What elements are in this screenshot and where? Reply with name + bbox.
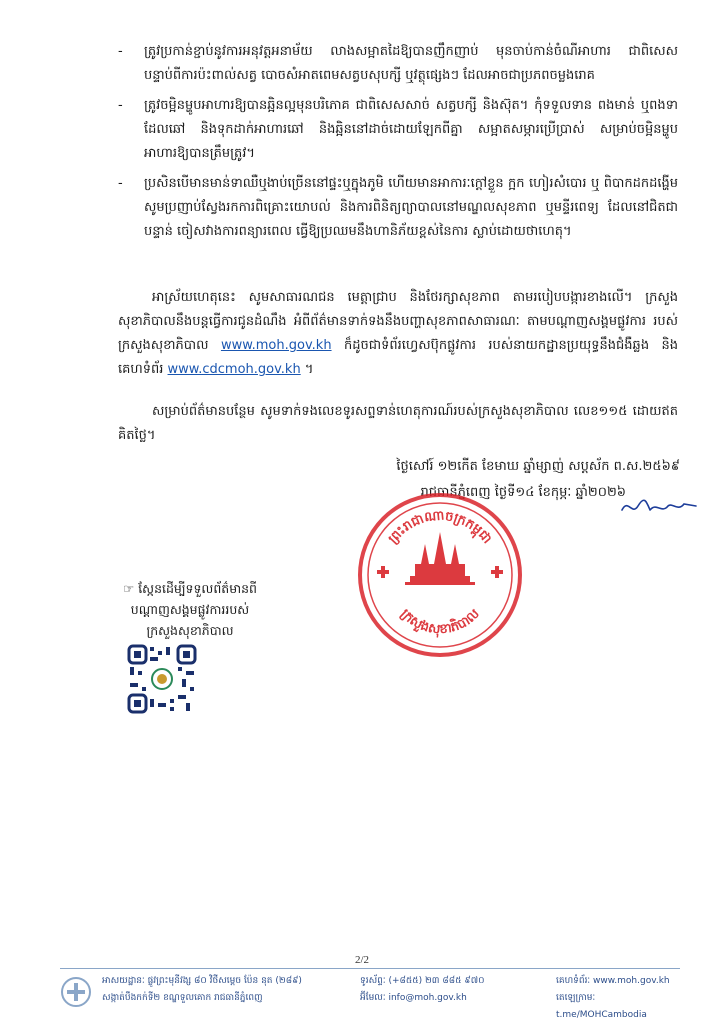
email-link[interactable]: អ៊ីមែលៈ info@moh.gov.kh: [360, 993, 467, 1003]
letterhead-footer: [60, 973, 680, 1020]
svg-text:ក្រសួងសុខាភិបាល: [397, 606, 483, 638]
list-item: [118, 94, 678, 166]
footer-web: [556, 973, 680, 1024]
ministry-logo-icon: [60, 975, 92, 1009]
seal-bottom-text: ក្រសួងសុខាភិបាល: [397, 606, 483, 638]
address-line: សង្កាត់បឹងកក់ទី២ ខណ្ឌទួលគោក រាជធានីភ្នំពេញ: [102, 993, 263, 1003]
page-number: 2/2: [354, 954, 370, 966]
announcement-paragraph: [118, 286, 678, 382]
qr-code[interactable]: [126, 643, 198, 715]
place-date-line: រាជធានីភ្នំពេញ ថ្ងៃទី១៤ ខែកុម្ភៈ ឆ្នាំ២០២៦: [420, 485, 626, 500]
list-item-text: ត្រូវចម្អិនម្ហូបអាហារឱ្យបានឆ្អិនល្អមុនបរិភោគ ជាពិសេសសាច់ សត្វបក្សី និងស៊ុត។ កុំទទួលទាន ពងមាន់ ឬពងទាដែលឆៅ និងទុកដាក់អាហារឆៅ និងឆ្អិននៅដាច់ដោយឡែកពីគ្នា សម្អាតសម្ភារប្រើប្រាស់ សម្រាប់ចម្អិនម្ហូបអាហារឱ្យបានត្រឹមត្រូវ។: [144, 98, 678, 161]
qr-caption-line: ☞ ស្កែនដើម្បីទទួលព័ត៌មានពី: [123, 581, 257, 596]
seal-top-text: ព្រះរាជាណាចក្រកម្ពុជា: [385, 508, 495, 547]
address-line: អាសយដ្ឋានៈ ផ្លូវព្រះមុនីវង្ស ៨០ វិថីសម្តេច ប៉ែន នុត (២៨៩): [102, 976, 302, 986]
signature-mark: [620, 494, 700, 520]
qr-caption-line: ក្រសួងសុខាភិបាល: [146, 623, 234, 638]
list-item: [118, 172, 678, 244]
list-item-text: ប្រសិនបើមានមាន់ទាឈឺឬងាប់ច្រើននៅផ្ទះឬក្នុងភូមិ ហើយមានអាការៈក្តៅខ្លួន ក្អក ហៀរសំបោរ ឬ ពិបាកដកដង្ហើម សូមប្រញាប់ស្វែងរកការពិគ្រោះយោបល់ និងការពិនិត្យព្យាបាលនៅមណ្ឌលសុខភាព ឬមន្ទីរពេទ្យ ដែលនៅជិតជាបន្ទាន់ ចៀសវាងការពន្យារពេល ធ្វើឱ្យប្រឈមនឹងហានិភ័យខ្ពស់នៃការ ស្លាប់ដោយថាហេតុ។: [144, 176, 678, 239]
bullet-dash: -: [118, 98, 123, 113]
hotline-paragraph: សម្រាប់ព័ត៌មានបន្ថែម សូមទាក់ទងលេខទូរសព្ទទាន់ហេតុការណ៍របស់ក្រសួងសុខាភិបាល លេខ១១៥ ដោយឥតគិតថ្លៃ។: [118, 404, 678, 443]
bullet-dash: -: [118, 44, 123, 59]
moh-website-link[interactable]: www.moh.gov.kh: [220, 338, 332, 353]
precaution-list: [118, 40, 678, 250]
list-item: [118, 40, 678, 88]
lunar-date-line: ថ្ងៃសៅរ៍ ១២កើត ខែមាឃ ឆ្នាំម្សាញ់ សប្តស័ក ព.ស.២៥៦៩: [396, 459, 680, 474]
footer-address: [102, 973, 302, 1007]
list-item-text: ត្រូវប្រកាន់ខ្ជាប់នូវការអនុវត្តអនាម័យ លាងសម្អាតដៃឱ្យបានញឹកញាប់ មុនចាប់កាន់ចំណីអាហារ ជាពិសេស បន្ទាប់ពីការប៉ះពាល់សត្វ បោចសំអាតពេមសត្វបសុបក្សី ឬវត្ថុផ្សេងៗ ដែលអាចជាប្រភពចម្លងរោគ: [144, 44, 678, 83]
temple-emblem: [405, 532, 475, 585]
phone-text: ទូរស័ព្ទៈ (+៨៥៥) ២៣ ៨៨៥ ៩៧០: [360, 976, 485, 986]
qr-caption-line: បណ្ដាញសង្គមផ្លូវការរបស់: [130, 602, 250, 617]
paragraph-text: អាស្រ័យហេតុនេះ សូមសាធារណជន មេត្តាជ្រាប និងថែរក្សាសុខភាព តាមរបៀបបង្ការខាងលើ។ ក្រសួង សុខាភិបាលនឹងបន្តធ្វើការជូនដំណឹង អំពីព័ត៌មានទាក់ទងនឹងបញ្ហាសុខភាពសាធារណៈ តាមបណ្ដាញសង្គមផ្លូវការ របស់ក្រសួងសុខាភិបាល: [118, 290, 678, 353]
footer-divider: [60, 968, 680, 969]
bullet-dash: -: [118, 176, 123, 191]
footer-contact: [360, 973, 484, 1007]
paragraph-text: ក៏ដូចជាទំព័រហ្វេសប៊ុកផ្លូវការ របស់នាយកដ្ឋានប្រយុទ្ធនឹងជំងឺឆ្លង និងគេហទំព័រ: [118, 338, 678, 377]
ministry-seal: [355, 490, 525, 660]
telegram-link[interactable]: តេឡេក្រាមៈ t.me/MOHCambodia: [556, 993, 647, 1020]
paragraph-text: ។: [304, 362, 314, 377]
website-link[interactable]: គេហទំព័រៈ www.moh.gov.kh: [556, 976, 670, 986]
qr-caption: [90, 578, 290, 641]
cdc-website-link[interactable]: www.cdcmoh.gov.kh: [167, 362, 301, 377]
